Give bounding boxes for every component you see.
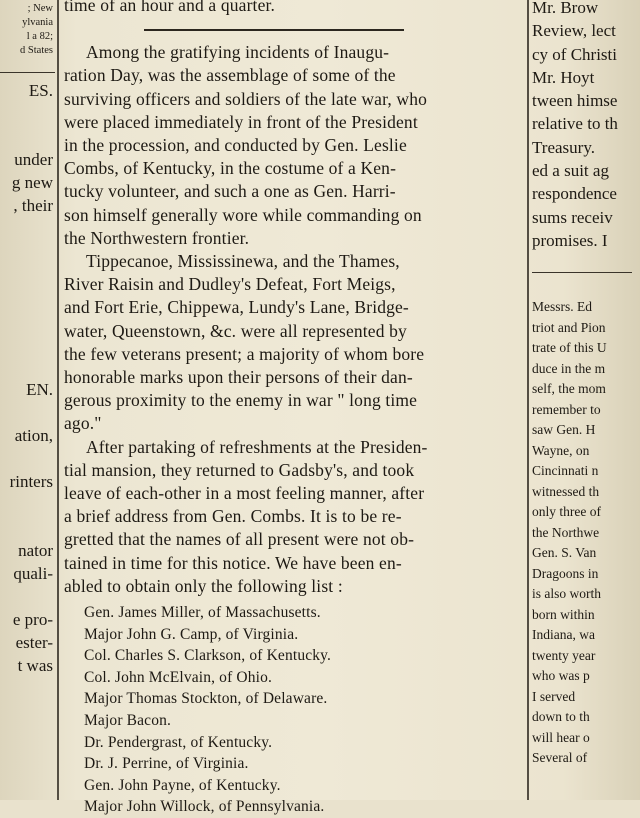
veteran-list	[64, 602, 522, 818]
left-text-line	[0, 102, 55, 125]
text-line: abled to obtain only the following list :	[64, 575, 343, 596]
left-text-line: EN.	[26, 380, 53, 399]
left-text-line	[0, 286, 55, 309]
right-text-line: Messrs. Ed	[532, 299, 592, 315]
right-text-line: triot and Pion	[532, 319, 606, 335]
left-text-line: rinters	[9, 472, 53, 491]
text-line: Tippecanoe, Mississinewa, and the Thames,	[86, 251, 400, 272]
left-fragment: ; New	[27, 3, 53, 14]
right-text-line: remember to	[532, 401, 601, 417]
text-line: in the procession, and conducted by Gen. Leslie	[64, 135, 407, 156]
left-text-line	[0, 240, 55, 263]
list-item: Major Thomas Stockton, of Delaware.	[84, 690, 328, 708]
right-text-line: who was p	[532, 668, 590, 684]
right-text-line: sums receiv	[532, 207, 613, 227]
paragraph-refreshments	[64, 436, 522, 598]
right-text-line: born within	[532, 606, 595, 622]
text-line: son himself generally wore while commanding on	[64, 204, 422, 225]
right-text-line: I served	[532, 688, 576, 704]
text-line: the Northwestern frontier.	[64, 227, 250, 248]
text-line: gretted that the names of all present were not ob-	[64, 529, 415, 550]
text-line: and Fort Erie, Chippewa, Lundy's Lane, Bridge-	[64, 297, 409, 318]
list-item: Dr. Pendergrast, of Kentucky.	[84, 733, 273, 751]
right-column	[532, 0, 640, 769]
section-rule	[144, 29, 404, 31]
left-text-line: , their	[13, 196, 53, 215]
text-line: River Raisin and Dudley's Defeat, Fort Meigs,	[64, 274, 396, 295]
text-line: gerous proximity to the enemy in war " long time	[64, 390, 418, 411]
left-text-line	[0, 125, 55, 148]
list-item: Col. Charles S. Clarkson, of Kentucky.	[84, 647, 332, 665]
left-text-line: nator	[18, 541, 53, 560]
right-text-line: will hear o	[532, 729, 590, 745]
text-line: the few veterans present; a majority of whom bore	[64, 343, 425, 364]
text-line: water, Queenstown, &c. were all represented by	[64, 320, 407, 341]
left-text-line: quali-	[13, 564, 53, 583]
list-item: Gen. John Payne, of Kentucky.	[84, 776, 281, 794]
text-line: Combs, of Kentucky, in the costume of a Ken-	[64, 158, 397, 179]
left-text-line	[0, 217, 55, 240]
right-text-line: only three of	[532, 504, 601, 520]
left-text-line: g new	[11, 173, 53, 192]
left-text-line	[0, 355, 55, 378]
left-fragment: d States	[20, 45, 53, 56]
text-line: a brief address from Gen. Combs. It is to be re-	[64, 506, 402, 527]
paragraph-inauguration	[64, 41, 522, 250]
left-text-line: under	[14, 150, 53, 169]
right-text-line: Mr. Brow	[532, 0, 599, 17]
right-text-line: the Northwe	[532, 524, 600, 540]
right-text-line: Wayne, on	[532, 442, 590, 458]
left-text-line: ation,	[14, 426, 53, 445]
left-text-line: ES.	[28, 81, 53, 100]
left-text-line: e pro-	[12, 610, 53, 629]
right-text-line: trate of this U	[532, 340, 607, 356]
left-text-line	[0, 332, 55, 355]
right-text-line: respondence	[532, 184, 617, 204]
right-text-line: promises. I	[532, 230, 608, 250]
text-line: leave of each-other in a most feeling manner, after	[64, 483, 425, 504]
left-fragment: ylvania	[22, 17, 53, 28]
right-text-line: Review, lect	[532, 21, 616, 41]
right-text-line: duce in the m	[532, 360, 606, 376]
list-item: Major John Willock, of Pennsylvania.	[84, 798, 325, 816]
list-item: Dr. J. Perrine, of Virginia.	[84, 755, 249, 773]
left-text-line	[0, 447, 55, 470]
right-text-line: relative to th	[532, 114, 618, 134]
left-text-line	[0, 516, 55, 539]
left-text-line	[0, 263, 55, 286]
right-text-line: tween himse	[532, 91, 618, 111]
main-column	[64, 0, 522, 818]
right-text-line: witnessed th	[532, 483, 600, 499]
right-text-line: ed a suit ag	[532, 161, 609, 181]
left-column	[0, 0, 55, 677]
left-text-line	[0, 493, 55, 516]
text-line: ration Day, was the assemblage of some of the	[64, 65, 396, 86]
column-rule-right	[527, 0, 529, 800]
text-line: were placed immediately in front of the President	[64, 111, 418, 132]
right-text-line: twenty year	[532, 647, 596, 663]
right-text-line: down to th	[532, 709, 590, 725]
right-text-line: Dragoons in	[532, 565, 599, 581]
right-text-line: saw Gen. H	[532, 422, 596, 438]
left-text-line	[0, 401, 55, 424]
right-text-line: Treasury.	[532, 137, 595, 157]
left-text-line: t was	[17, 656, 53, 675]
text-line: ago."	[64, 413, 102, 434]
top-line: time of an hour and a quarter.	[64, 0, 276, 15]
text-line: honorable marks upon their persons of their dan-	[64, 367, 413, 388]
text-line: Among the gratifying incidents of Inaugu-	[86, 42, 390, 63]
right-divider	[532, 272, 632, 273]
right-text-line: Indiana, wa	[532, 627, 595, 643]
text-line: tial mansion, they returned to Gadsby's, and took	[64, 459, 415, 480]
list-item: Major Bacon.	[84, 712, 172, 730]
left-text-line: ester-	[15, 633, 53, 652]
left-fragment: l a 82;	[26, 31, 53, 42]
list-item: Major John G. Camp, of Virginia.	[84, 625, 299, 643]
left-divider	[0, 72, 55, 73]
column-rule-left	[57, 0, 59, 800]
right-text-line: Mr. Hoyt	[532, 67, 595, 87]
list-item: Col. John McElvain, of Ohio.	[84, 668, 273, 686]
left-text-line	[0, 585, 55, 608]
list-item: Gen. James Miller, of Massachusetts.	[84, 604, 321, 622]
right-text-line: Cincinnati n	[532, 463, 599, 479]
right-text-line: cy of Christi	[532, 44, 617, 64]
text-line: tucky volunteer, and such a one as Gen. Harri-	[64, 181, 396, 202]
text-line: surviving officers and soldiers of the late war, who	[64, 88, 428, 109]
text-line: tained in time for this notice. We have been en-	[64, 552, 402, 573]
right-text-line: Several of	[532, 750, 588, 766]
right-text-line: self, the mom	[532, 381, 606, 397]
right-text-line: Gen. S. Van	[532, 545, 597, 561]
left-text-line	[0, 309, 55, 332]
paragraph-battles	[64, 250, 522, 436]
right-text-line: is also worth	[532, 586, 601, 602]
text-line: After partaking of refreshments at the Presiden-	[86, 436, 428, 457]
